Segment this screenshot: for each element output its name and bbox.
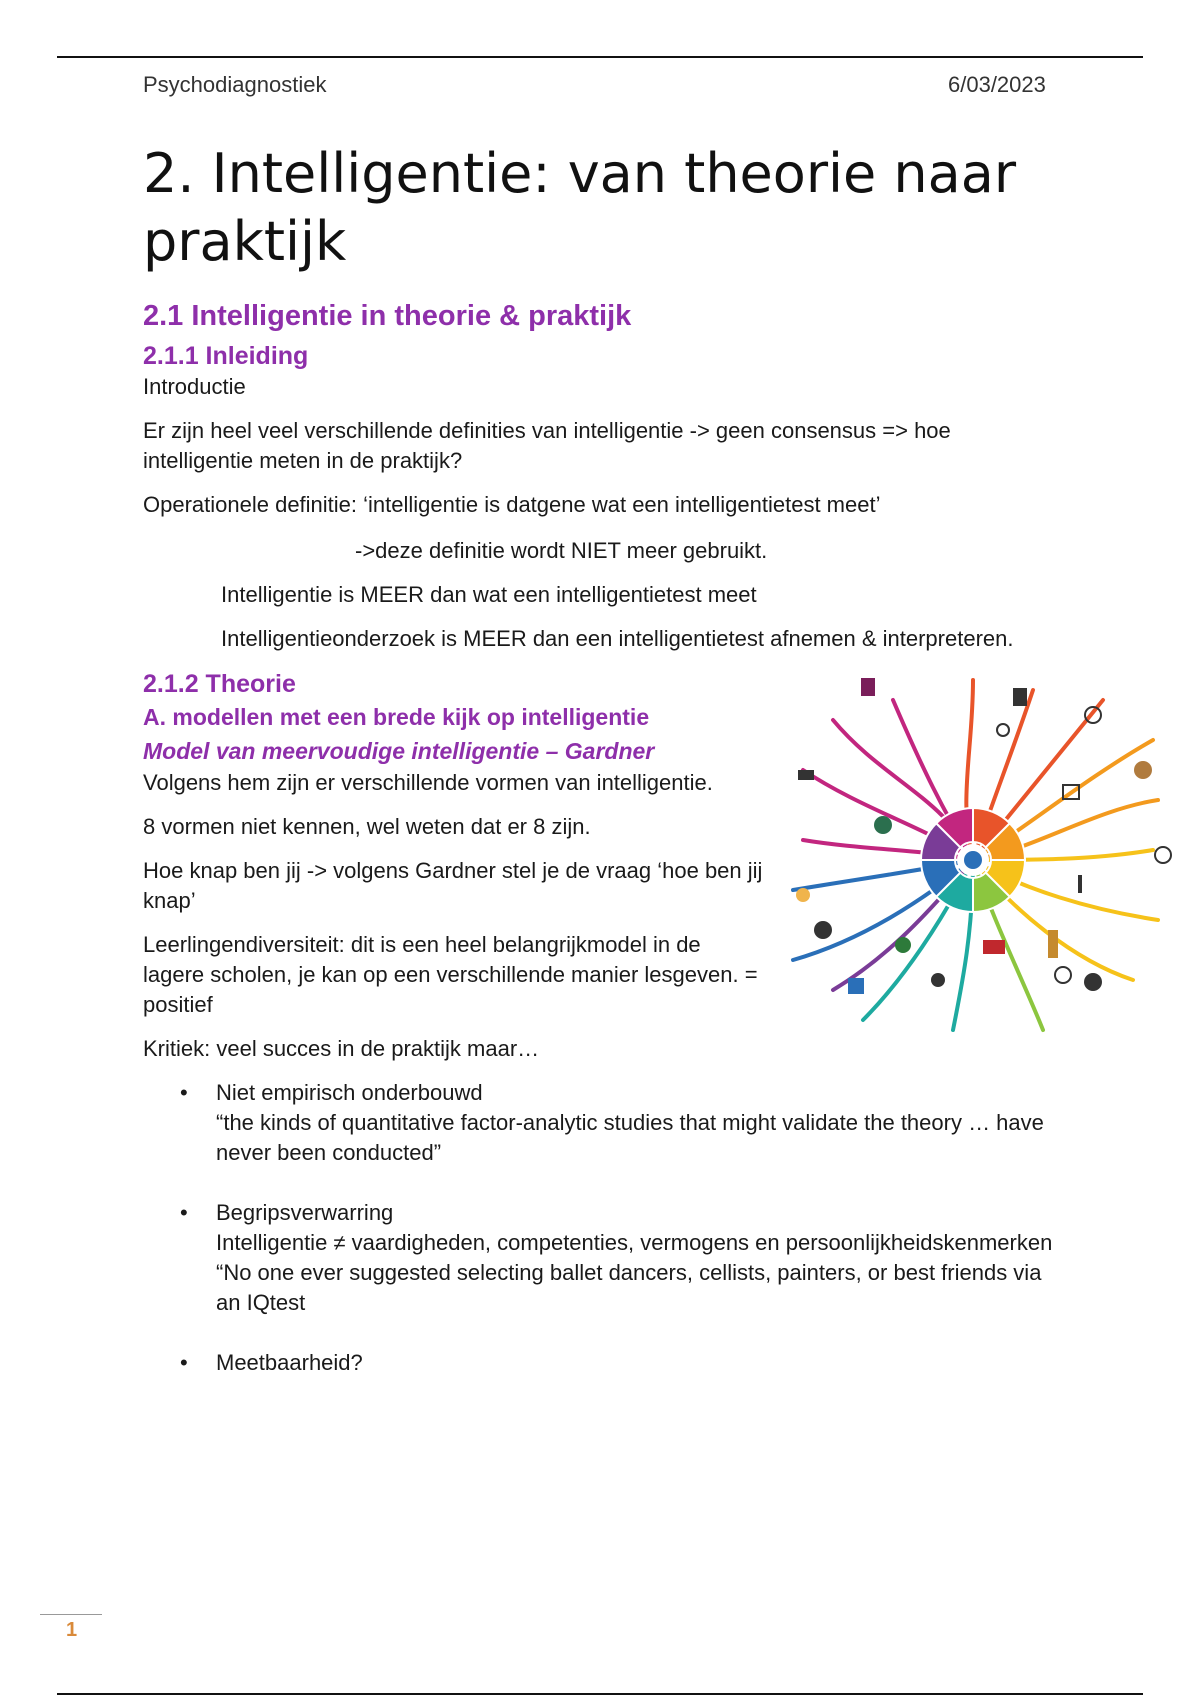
bullet-quote: “No one ever suggested selecting ballet dancers, cellists, painters, or best friends via an IQtest: [216, 1260, 1042, 1315]
section-heading-2-1-1: 2.1.1 Inleiding: [143, 342, 309, 370]
leaf-icon: [895, 937, 911, 953]
wheel-center-dot: [964, 851, 982, 869]
book-icon: [861, 678, 875, 696]
theory-section: [143, 668, 1063, 1020]
list-item: [143, 1348, 1063, 1378]
bullet-title: Meetbaarheid?: [216, 1350, 363, 1375]
eye-icon: [1155, 847, 1171, 863]
bullet-title: Niet empirisch onderbouwd: [216, 1080, 483, 1105]
list-item: [143, 1198, 1063, 1318]
bullet-quote: “the kinds of quantitative factor-analytic studies that might validate the theory … have never been conducted”: [216, 1110, 1044, 1165]
footer-page-rule: [57, 1693, 1143, 1695]
network-icon: [848, 978, 864, 994]
calculator-icon: [1013, 688, 1027, 706]
guitar-icon: [1048, 930, 1058, 958]
gear-icon: [814, 921, 832, 939]
people-icon: [796, 888, 810, 902]
page-number: 1: [66, 1619, 78, 1641]
critique-list: [143, 1078, 1063, 1378]
footer-rule: [40, 1614, 102, 1615]
paragraph-research-more: Intelligentieonderzoek is MEER dan een intelligentietest afnemen & interpreteren.: [221, 626, 1014, 651]
paragraph-eight-forms: 8 vormen niet kennen, wel weten dat er 8 zijn.: [143, 814, 591, 839]
toolbox-icon: [983, 940, 1005, 954]
binoculars-icon: [931, 973, 945, 987]
music-note-icon: [1078, 875, 1082, 893]
bullet-title: Begripsverwarring: [216, 1200, 394, 1225]
model-title-gardner: Model van meervoudige intelligentie – Gardner: [143, 738, 655, 764]
multiple-intelligences-mindmap: [773, 660, 1173, 1050]
paragraph-critique: Kritiek: veel succes in de praktijk maar…: [143, 1036, 540, 1061]
paragraph-gardner-forms: Volgens hem zijn er verschillende vormen van intelligentie.: [143, 770, 713, 795]
header-date: 6/03/2023: [948, 72, 1046, 97]
list-item: [143, 1078, 1063, 1168]
palette-icon: [1134, 761, 1152, 779]
page-title: 2. Intelligentie: van theorie naar praktijk: [143, 142, 1017, 273]
paragraph-more-than-test: Intelligentie is MEER dan wat een intelligentietest meet: [221, 582, 757, 607]
racket-icon: [1055, 967, 1071, 983]
bullet-icon: •: [180, 1200, 188, 1225]
header-rule: [57, 56, 1143, 58]
bullet-icon: •: [180, 1080, 188, 1105]
paragraph-student-diversity: Leerlingendiversiteit: dit is een heel belangrijkmodel in de lagere scholen, je kan op een verschillende manier lesgeven. = positief: [143, 932, 758, 1017]
bullet-icon: •: [180, 1350, 188, 1375]
magnifier-icon: [997, 724, 1009, 736]
section-heading-2-1-2: 2.1.2 Theorie: [143, 670, 296, 698]
page-content: [143, 140, 1063, 1408]
paragraph-operational-definition: Operationele definitie: ‘intelligentie is datgene wat een intelligentietest meet’: [143, 492, 881, 517]
bullet-detail: Intelligentie ≠ vaardigheden, competenties, vermogens en persoonlijkheidskenmerken: [216, 1230, 1053, 1255]
paragraph-definitions: Er zijn heel veel verschillende definities van intelligentie -> geen consensus => hoe intelligentie meten in de praktijk?: [143, 418, 951, 473]
header-course: Psychodiagnostiek: [143, 72, 327, 97]
joystick-icon: [798, 770, 814, 780]
globe-icon: [874, 816, 892, 834]
theory-text: [143, 668, 763, 1020]
paragraph-how-smart: Hoe knap ben jij -> volgens Gardner stel je de vraag ‘hoe ben jij knap’: [143, 858, 763, 913]
paragraph-not-used: ->deze definitie wordt NIET meer gebruikt.: [355, 538, 768, 563]
ball-icon: [1084, 973, 1102, 991]
section-heading-2-1: 2.1 Intelligentie in theorie & praktijk: [143, 300, 632, 332]
subheading-broad-models: A. modellen met een brede kijk op intelligentie: [143, 704, 650, 730]
intro-label: Introductie: [143, 374, 246, 399]
